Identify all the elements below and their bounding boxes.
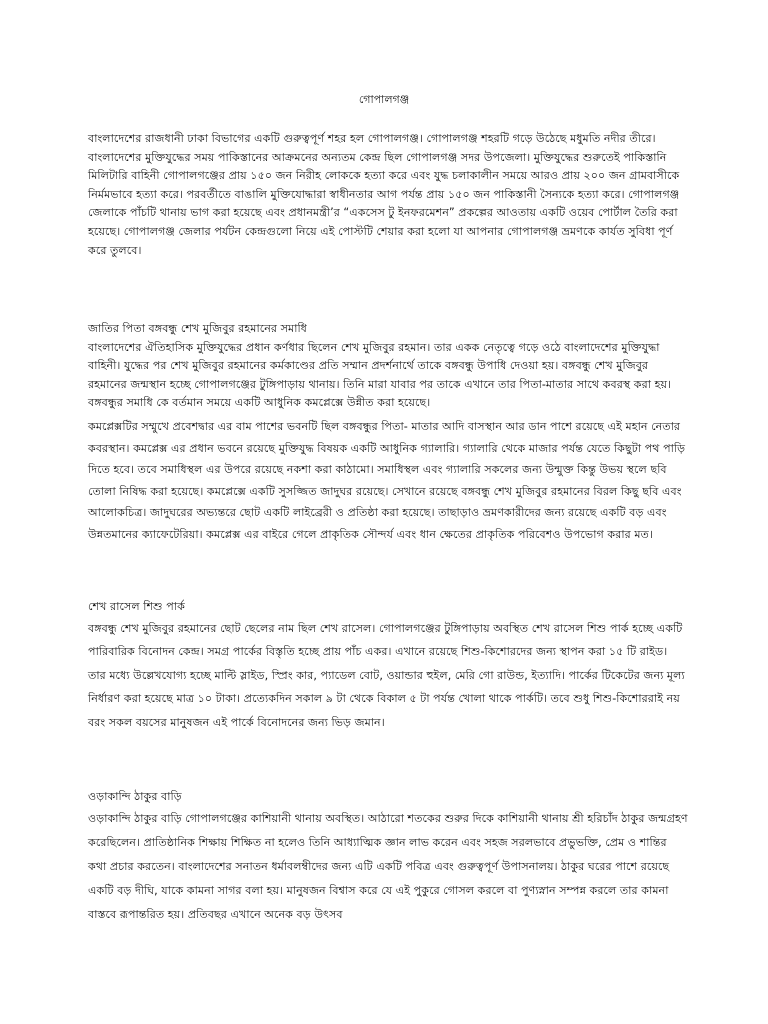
section-paragraph: ওড়াকান্দি ঠাকুর বাড়ি গোপালগঞ্জের কাশিয়ানী থানায় অবস্থিত। আঠারো শতকের শুরুর দিকে কাশিয়ানী থানায় শ্রী হরিচাঁদ ঠাকুর জন্মগ্রহণ করেছিলেন। প্রাতিষ্ঠানিক শিক্ষায় শিক্ষিত না হলেও তিনি আধ্যাত্মিক জ্ঞান লাভ করেন এবং সহজ সরলভাবে প্রভুভক্তি, প্রেম ও শান্তির কথা প্রচার করতেন। বাংলাদেশের সনাতন ধর্মাবলম্বীদের জন্য এটি একটি পবিত্র এবং গুরুত্বপূর্ণ উপাসনালয়। ঠাকুর ঘরের পাশে রয়েছে একটি বড় দীঘি, যাকে কামনা সাগর বলা হয়। মানুষজন বিশ্বাস করে যে এই পুকুরে গোসল করলে বা পুণ্যস্নান সম্পন্ন করলে তার কামনা বাস্তবে রূপান্তরিত হয়। প্রতিবছর এখানে অনেক বড় উৎসব [88, 811, 688, 921]
intro-paragraph: বাংলাদেশের রাজধানী ঢাকা বিভাগের একটি গুরুত্বপূর্ণ শহর হল গোপালগঞ্জ। গোপালগঞ্জ শহরটি গড়ে উঠেছে মধুমতি নদীর তীরে। বাংলাদেশের মুক্তিযুদ্ধের সময় পাকিস্তানের আক্রমনের অন্যতম কেন্দ্র ছিল গোপালগঞ্জ সদর উপজেলা। মুক্তিযুদ্ধের শুরুতেই পাকিস্তানি মিলিটারি বাহিনী গোপালগঞ্জের প্রায় ১৫০ জন নিরীহ লোককে হত্যা করে এবং যুদ্ধ চলাকালীন সময়ে আরও প্রায় ২০০ জন গ্রামবাসীকে নির্মমভাবে হত্যা করে। পরবর্তীতে বাঙালি মুক্তিযোদ্ধারা স্বাধীনতার আগ পর্যন্ত প্রায় ১৫০ জন পাকিস্তানী সৈন্যকে হত্যা করে। গোপালগঞ্জ জেলাকে পাঁচটি থানায় ভাগ করা হয়েছে এবং প্রধানমন্ত্রী’র “একসেস টু ইনফরমেশন” প্রকল্পের আওতায় একটি ওয়েব পোর্টাল তৈরি করা হয়েছে। গোপালগঞ্জ জেলার পর্যটন কেন্দ্রগুলো নিয়ে এই পোস্টটি শেয়ার করা হলো যা আপনার গোপালগঞ্জ ভ্রমণকে কার্যত সুবিধা পূর্ণ করে তুলবে। [88, 132, 680, 257]
section-orakandi-thakur-bari [88, 788, 688, 927]
section-paragraph: বঙ্গবন্ধু শেখ মুজিবুর রহমানের ছোট ছেলের নাম ছিল শেখ রাসেল। গোপালগঞ্জের টুঙ্গিপাড়ায় অবস্থিত শেখ রাসেল শিশু পার্ক হচ্ছে একটি পারিবারিক বিনোদন কেন্দ্র। সমগ্র পার্কের বিস্তৃতি হচ্ছে প্রায় পাঁচ একর। এখানে রয়েছে শিশু-কিশোরদের জন্য স্থাপন করা ১৫ টি রাইড। তার মধ্যে উল্লেখযোগ্য হচ্ছে মাল্টি স্লাইড, স্প্রিং কার, প্যাডেল বোট, ওয়ান্ডার হুইল, মেরি গো রাউন্ড, ইত্যাদি। পার্কের টিকেটের জন্য মূল্য নির্ধারণ করা হয়েছে মাত্র ১০ টাকা। প্রত্যেকদিন সকাল ৯ টা থেকে বিকাল ৫ টা পর্যন্ত খোলা থাকে পার্কটি। তবে শুধু শিশু-কিশোররাই নয় বরং সকল বয়সের মানুষজন এই পার্কে বিনোদনের জন্য ভিড় জমান। [88, 621, 685, 729]
section-paragraph: বাংলাদেশের ঐতিহাসিক মুক্তিযুদ্ধের প্রধান কর্ণধার ছিলেন শেখ মুজিবুর রহমান। তার একক নেতৃত্বে গড়ে ওঠে বাংলাদেশের মুক্তিযুদ্ধা বাহিনী। যুদ্ধের পর শেখ মুজিবুর রহমানের কর্মকাণ্ডের প্রতি সম্মান প্রদর্শনার্থে তাকে বঙ্গবন্ধু উপাধি দেওয়া হয়। বঙ্গবন্ধু শেখ মুজিবুর রহমানের জন্মস্থান হচ্ছে গোপালগঞ্জের টুঙ্গিপাড়ায় থানায়। তিনি মারা যাবার পর তাকে এখানে তার পিতা-মাতার সাথে কবরস্থ করা হয়। বঙ্গবন্ধুর সমাধি কে বর্তমান সময়ে একটি আধুনিক কমপ্লেক্সে উন্নীত করা হয়েছে। [88, 340, 672, 410]
section-sheikh-russel-park [88, 598, 688, 734]
section-heading: জাতির পিতা বঙ্গবন্ধু শেখ মুজিবুর রহমানের সমাধি [88, 322, 307, 335]
section-heading: শেখ রাসেল শিশু পার্ক [88, 600, 185, 613]
section-bangabandhu-mausoleum [88, 320, 688, 546]
intro-section [88, 130, 688, 260]
section-heading: ওড়াকান্দি ঠাকুর বাড়ি [88, 790, 182, 803]
document-title: গোপালগঞ্জ [358, 93, 410, 106]
section-paragraph: কমপ্লেক্সটির সম্মুখে প্রবেশদ্বার এর বাম পাশের ভবনটি ছিল বঙ্গবন্ধুর পিতা- মাতার আদি বাসস্থান আর ডান পাশে রয়েছে এই মহান নেতার কবরস্থান। কমপ্লেক্স এর প্রধান ভবনে রয়েছে মুক্তিযুদ্ধ বিষয়ক একটি আধুনিক গ্যালারি। গ্যালারি থেকে মাজার পর্যন্ত যেতে কিছুটা পথ পাড়ি দিতে হবে। তবে সমাধিস্থল এর উপরে রয়েছে নকশা করা কাঠামো। সমাধিস্থল এবং গ্যালারি সকলের জন্য উন্মুক্ত কিন্তু উভয় স্থলে ছবি তোলা নিষিদ্ধ করা হয়েছে। কমপ্লেক্সে একটি সুসজ্জিত জাদুঘর রয়েছে। সেখানে রয়েছে বঙ্গবন্ধু শেখ মুজিবুর রহমানের বিরল কিছু ছবি এবং আলোকচিত্র। জাদুঘরের অভ্যন্তরে ছোট একটি লাইব্রেরী ও প্রতিষ্ঠা করা হয়েছে। তাছাড়াও ভ্রমণকারীদের জন্য রয়েছে একটি বড় এবং উন্নতমানের ক্যাফেটেরিয়া। কমপ্লেক্স এর বাইরে গেলে প্রাকৃতিক সৌন্দর্য এবং ধান ক্ষেতের প্রাকৃতিক পরিবেশও উপভোগ করার মত। [88, 419, 686, 541]
